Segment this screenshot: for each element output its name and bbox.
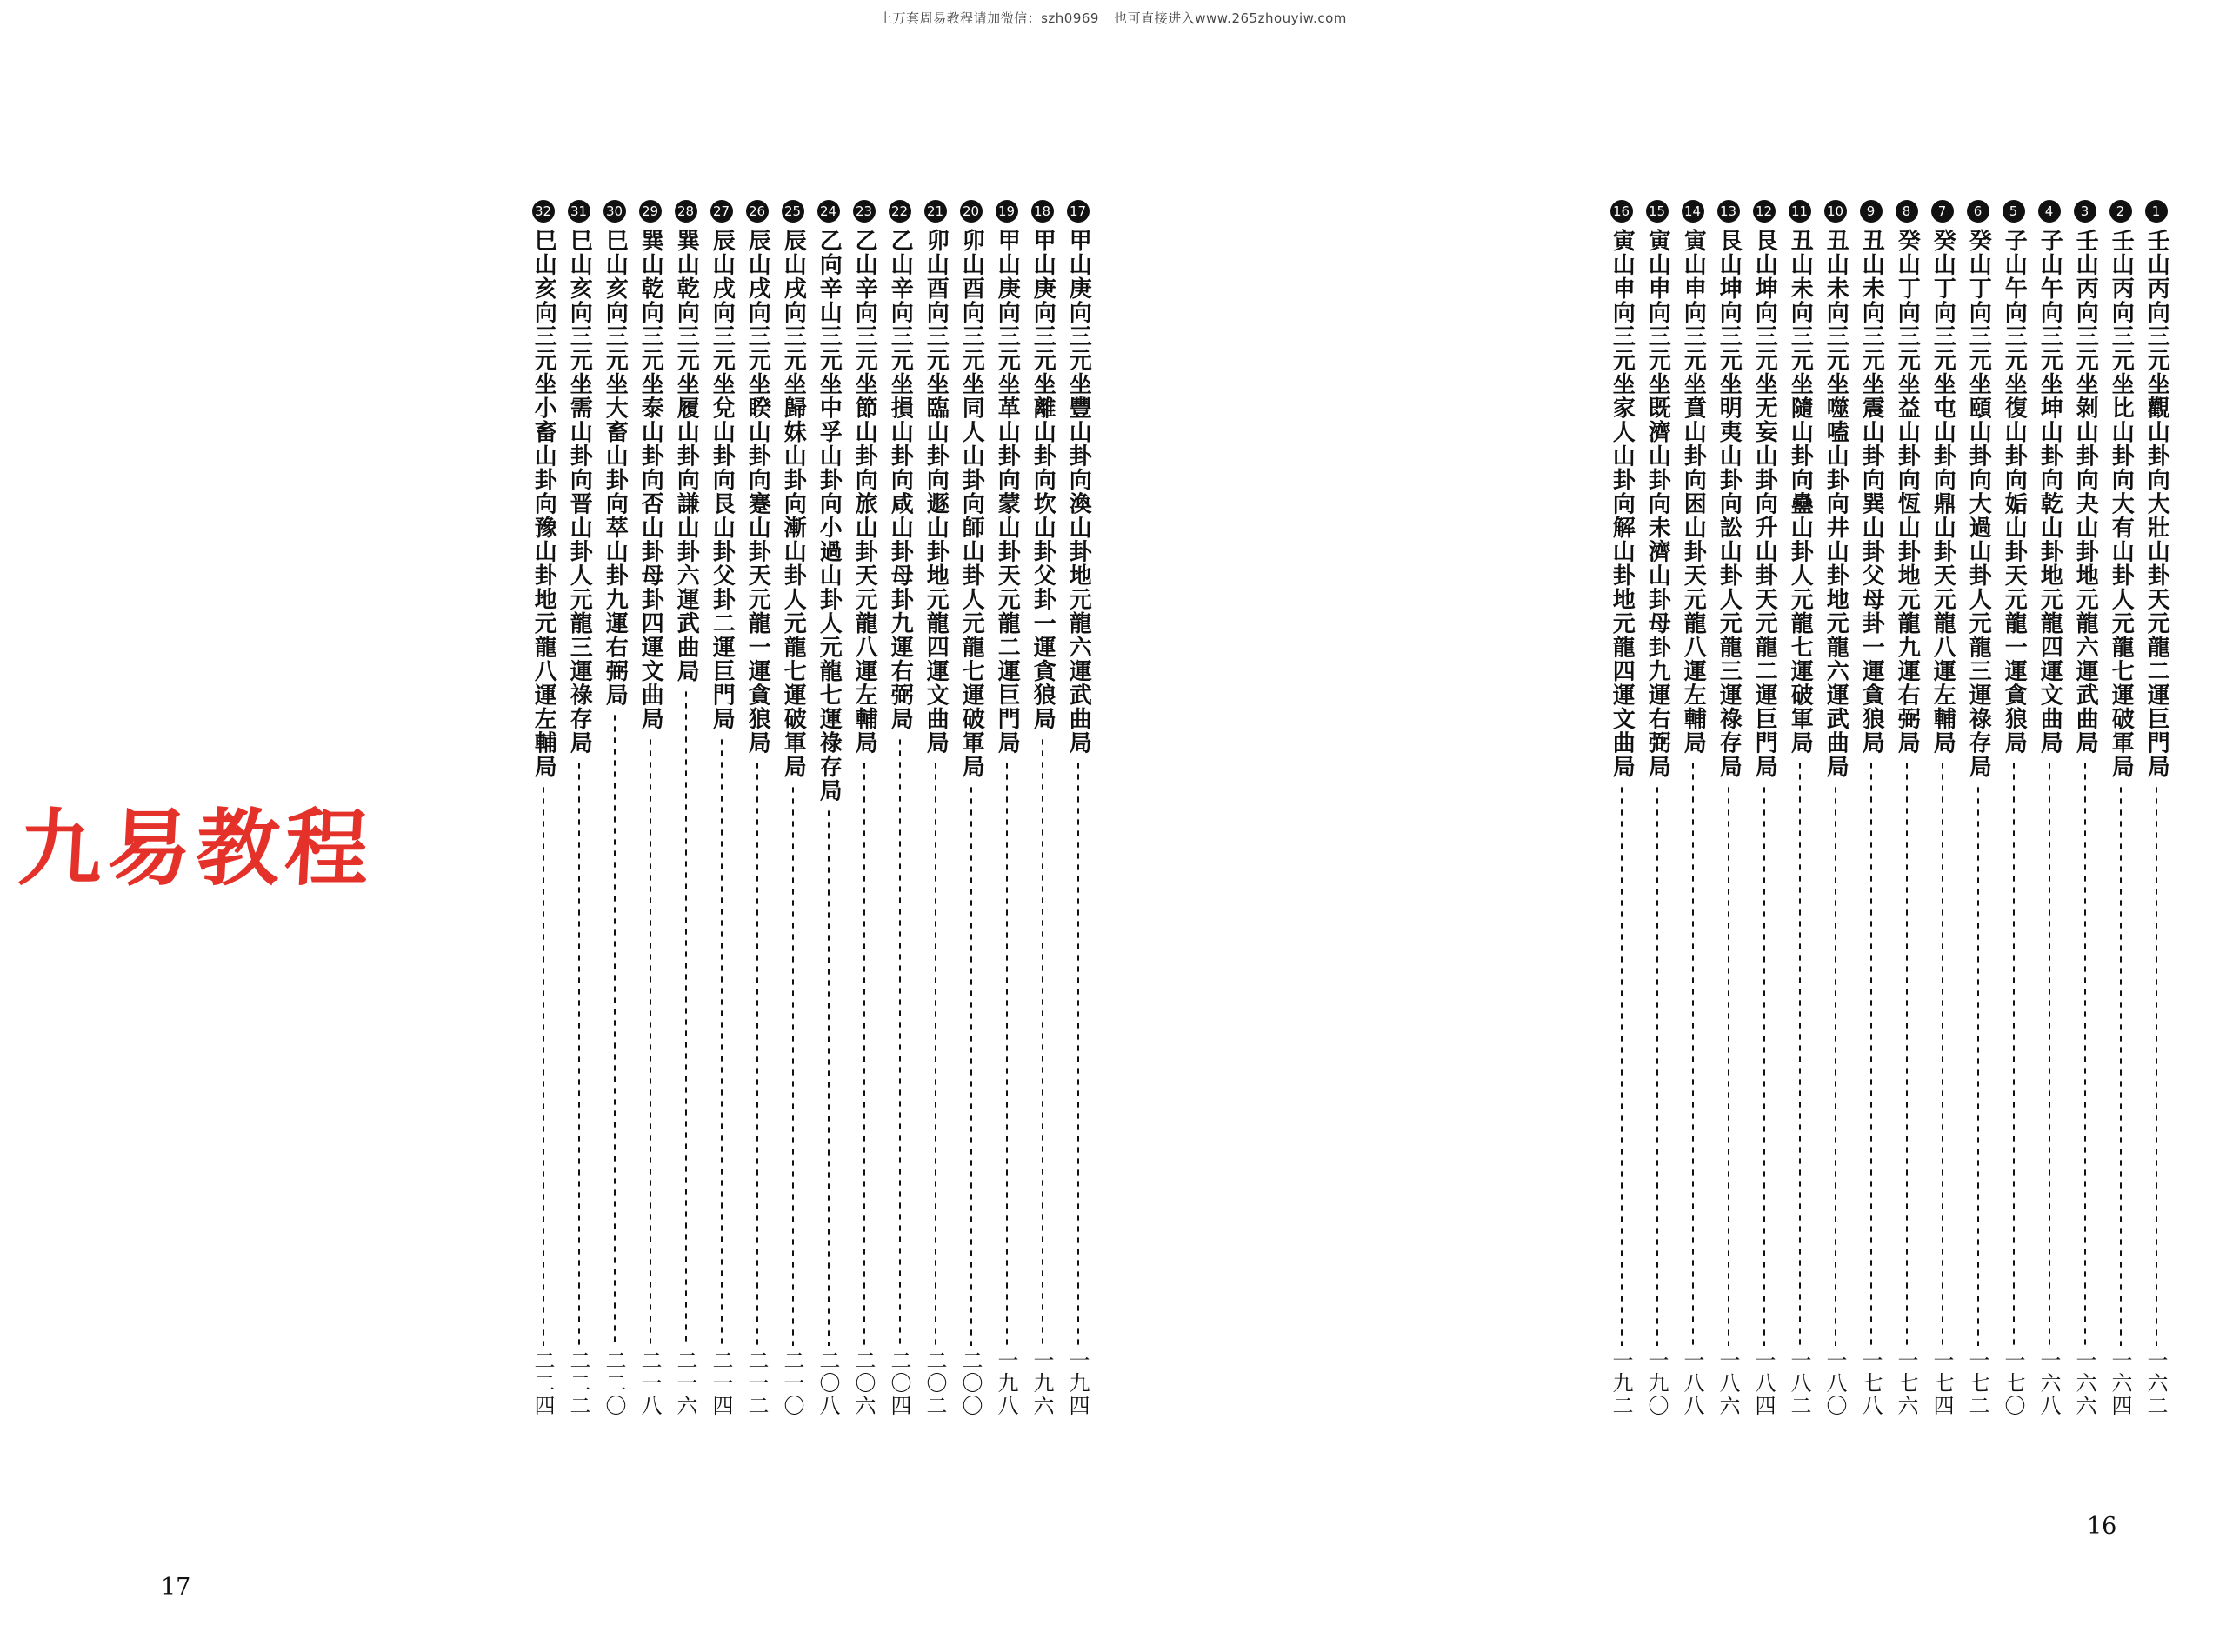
dot-leader — [970, 784, 973, 1347]
entry-title: 壬山丙向三元坐比山卦向大有山卦人元龍七運破軍局 — [2108, 229, 2135, 779]
dot-leader — [1763, 784, 1766, 1347]
entry-title: 丑山未向三元坐震山卦向巽山卦父母卦一運貪狼局 — [1858, 229, 1885, 755]
toc-entry[interactable] — [2031, 200, 2067, 1417]
dot-leader — [898, 736, 902, 1347]
entry-number: 20 — [960, 200, 983, 223]
dot-leader — [1976, 784, 1980, 1347]
entry-title: 辰山戌向三元坐兌山卦向艮山卦父卦二運巨門局 — [709, 229, 736, 731]
entry-number: 17 — [1067, 200, 1090, 223]
entry-title: 甲山庚向三元坐離山卦向坎山卦父卦一運貪狼局 — [1030, 229, 1056, 731]
dot-leader — [1076, 760, 1080, 1346]
entry-title: 癸山丁向三元坐屯山卦向鼎山卦天元龍八運左輔局 — [1929, 229, 1956, 755]
toc-entry[interactable] — [1639, 200, 1675, 1417]
entry-number: 22 — [889, 200, 911, 223]
top-note-right: 也可直接进入www.265zhouyiw.com — [1114, 10, 1347, 26]
folio-page-16: 16 — [2087, 1513, 2117, 1540]
entry-number: 26 — [746, 200, 769, 223]
entry-title: 壬山丙向三元坐觀山卦向大壯山卦天元龍二運巨門局 — [2143, 229, 2170, 779]
entry-title: 辰山戌向三元坐歸妹山卦向漸山卦人元龍七運破軍局 — [780, 229, 807, 779]
entry-title: 癸山丁向三元坐頤山卦向大過山卦人元龍三運祿存局 — [1965, 229, 1992, 779]
entry-number: 31 — [568, 200, 590, 223]
entry-number: 5 — [2003, 200, 2025, 223]
entry-number: 15 — [1646, 200, 1669, 223]
dot-leader — [1834, 784, 1837, 1347]
entry-title: 甲山庚向三元坐豐山卦向渙山卦地元龍六運武曲局 — [1065, 229, 1092, 755]
entry-number: 25 — [782, 200, 804, 223]
toc-entry[interactable] — [668, 200, 703, 1417]
entry-page-number: 一八二 — [1787, 1349, 1811, 1417]
entry-page-number: 二〇四 — [887, 1349, 911, 1417]
page-16 — [1209, 200, 2174, 1556]
entry-title: 丑山未向三元坐噬嗑山卦向井山卦地元龍六運武曲局 — [1823, 229, 1849, 779]
toc-entry[interactable] — [2103, 200, 2138, 1417]
toc-entry[interactable] — [882, 200, 917, 1417]
entry-page-number: 二一二 — [744, 1349, 769, 1417]
entry-page-number: 二一四 — [709, 1349, 733, 1417]
entry-number: 4 — [2038, 200, 2061, 223]
entry-page-number: 一八六 — [1716, 1349, 1740, 1417]
entry-title: 巽山乾向三元坐履山卦向謙山卦六運武曲局 — [673, 229, 700, 683]
entry-number: 3 — [2074, 200, 2096, 223]
dot-leader — [1005, 760, 1009, 1346]
entry-page-number: 一六八 — [2036, 1349, 2061, 1417]
dot-leader — [2119, 784, 2123, 1347]
dot-leader — [791, 784, 795, 1347]
toc-entry[interactable] — [1817, 200, 1853, 1417]
entry-title: 甲山庚向三元坐革山卦向蒙山卦天元龍二運巨門局 — [994, 229, 1021, 755]
toc-entry[interactable] — [1024, 200, 1060, 1417]
entry-page-number: 一七八 — [1858, 1349, 1883, 1417]
entry-page-number: 二二二 — [566, 1349, 590, 1417]
watermark-logo: 九易教程 — [16, 800, 377, 897]
dot-leader — [542, 784, 545, 1347]
entry-page-number: 一六二 — [2143, 1349, 2168, 1417]
entry-title: 乙山辛向三元坐損山卦向咸山卦母卦九運右弼局 — [887, 229, 914, 731]
entry-page-number: 一八八 — [1680, 1349, 1704, 1417]
dot-leader — [1620, 784, 1623, 1347]
entry-page-number: 二一〇 — [780, 1349, 804, 1417]
entry-page-number: 二二四 — [530, 1349, 555, 1417]
dot-leader — [756, 760, 759, 1346]
entry-title: 子山午向三元坐復山卦向姤山卦天元龍一運貪狼局 — [2001, 229, 2028, 755]
folio-page-17: 17 — [161, 1574, 191, 1601]
toc-column-list-page-17 — [525, 200, 1096, 1417]
toc-entry[interactable] — [1675, 200, 1710, 1417]
entry-number: 11 — [1789, 200, 1811, 223]
dot-leader — [1691, 760, 1695, 1346]
entry-title: 艮山坤向三元坐明夷山卦向訟山卦人元龍三運祿存局 — [1716, 229, 1743, 779]
entry-title: 乙向辛山三元坐中孚山卦向小過山卦人元龍七運祿存局 — [816, 229, 843, 803]
toc-entry[interactable] — [1996, 200, 2031, 1417]
entry-page-number: 一九六 — [1030, 1349, 1054, 1417]
dot-leader — [649, 736, 652, 1347]
toc-entry[interactable] — [2067, 200, 2103, 1417]
entry-page-number: 一九〇 — [1644, 1349, 1669, 1417]
dot-leader — [2155, 784, 2158, 1347]
toc-entry[interactable] — [810, 200, 846, 1417]
entry-number: 7 — [1931, 200, 1954, 223]
entry-title: 乙山辛向三元坐節山卦向旅山卦天元龍八運左輔局 — [851, 229, 878, 755]
dot-leader — [613, 712, 616, 1346]
entry-title: 巳山亥向三元坐大畜山卦向萃山卦九運右弼局 — [602, 229, 629, 707]
entry-number: 10 — [1824, 200, 1847, 223]
toc-entry[interactable] — [953, 200, 989, 1417]
toc-entry[interactable] — [525, 200, 561, 1417]
toc-entry[interactable] — [1782, 200, 1817, 1417]
entry-number: 12 — [1753, 200, 1776, 223]
entry-number: 23 — [853, 200, 876, 223]
entry-page-number: 一八四 — [1751, 1349, 1776, 1417]
entry-number: 29 — [639, 200, 662, 223]
toc-entry[interactable] — [1889, 200, 1924, 1417]
toc-entry[interactable] — [1960, 200, 1996, 1417]
toc-entry[interactable] — [1746, 200, 1782, 1417]
dot-leader — [684, 689, 688, 1347]
toc-entry[interactable] — [1853, 200, 1889, 1417]
dot-leader — [863, 760, 866, 1346]
toc-column-list-page-16 — [1603, 200, 2174, 1417]
entry-title: 丑山未向三元坐隨山卦向蠱山卦人元龍七運破軍局 — [1787, 229, 1814, 755]
entry-title: 巽山乾向三元坐泰山卦向否山卦母卦四運文曲局 — [637, 229, 664, 731]
entry-number: 21 — [924, 200, 947, 223]
toc-entry[interactable] — [989, 200, 1024, 1417]
dot-leader — [934, 760, 937, 1346]
dot-leader — [720, 736, 723, 1347]
entry-number: 9 — [1860, 200, 1883, 223]
dot-leader — [1041, 736, 1044, 1347]
toc-entry[interactable] — [775, 200, 810, 1417]
entry-number: 27 — [710, 200, 733, 223]
toc-entry[interactable] — [846, 200, 882, 1417]
toc-entry[interactable] — [703, 200, 739, 1417]
entry-number: 30 — [603, 200, 626, 223]
entry-number: 16 — [1610, 200, 1633, 223]
dot-leader — [1905, 760, 1909, 1346]
entry-page-number: 一六六 — [2072, 1349, 2096, 1417]
dot-leader — [2083, 760, 2087, 1346]
dot-leader — [1798, 760, 1802, 1346]
entry-title: 子山午向三元坐坤山卦向乾山卦地元龍四運文曲局 — [2036, 229, 2063, 755]
toc-entry[interactable] — [632, 200, 668, 1417]
dot-leader — [577, 760, 581, 1346]
entry-page-number: 二〇八 — [816, 1349, 840, 1417]
dot-leader — [1727, 784, 1730, 1347]
dot-leader — [827, 808, 830, 1346]
toc-entry[interactable] — [1710, 200, 1746, 1417]
entry-page-number: 二〇二 — [923, 1349, 947, 1417]
entry-page-number: 二〇六 — [851, 1349, 876, 1417]
dot-leader — [1656, 784, 1659, 1347]
entry-title: 艮山坤向三元坐无妄山卦向升山卦天元龍二運巨門局 — [1751, 229, 1778, 779]
entry-number: 6 — [1967, 200, 1989, 223]
entry-number: 19 — [996, 200, 1018, 223]
entry-title: 辰山戌向三元坐睽山卦向蹇山卦天元龍一運貪狼局 — [744, 229, 771, 755]
entry-page-number: 二〇〇 — [958, 1349, 983, 1417]
entry-page-number: 一九四 — [1065, 1349, 1090, 1417]
entry-page-number: 一七六 — [1894, 1349, 1918, 1417]
entry-title: 寅山申向三元坐既濟山卦向未濟山卦母卦九運右弼局 — [1644, 229, 1671, 779]
entry-number: 14 — [1682, 200, 1704, 223]
entry-page-number: 一七四 — [1929, 1349, 1954, 1417]
toc-entry[interactable] — [561, 200, 596, 1417]
entry-number: 8 — [1896, 200, 1918, 223]
entry-title: 卯山酉向三元坐臨山卦向遯山卦地元龍四運文曲局 — [923, 229, 950, 755]
entry-page-number: 一六四 — [2108, 1349, 2132, 1417]
entry-page-number: 一八〇 — [1823, 1349, 1847, 1417]
top-note-left: 上万套周易教程请加微信：szh0969 — [879, 10, 1099, 26]
toc-entry[interactable] — [1603, 200, 1639, 1417]
entry-number: 28 — [675, 200, 697, 223]
toc-entry[interactable] — [917, 200, 953, 1417]
dot-leader — [2012, 760, 2016, 1346]
entry-page-number: 二一八 — [637, 1349, 662, 1417]
entry-page-number: 一九二 — [1609, 1349, 1633, 1417]
dot-leader — [1941, 760, 1944, 1346]
entry-page-number: 二二〇 — [602, 1349, 626, 1417]
entry-title: 巳山亥向三元坐小畜山卦向豫山卦地元龍八運左輔局 — [530, 229, 557, 779]
entry-page-number: 一七二 — [1965, 1349, 1989, 1417]
entry-number: 32 — [532, 200, 555, 223]
entry-title: 寅山申向三元坐賁山卦向困山卦天元龍八運左輔局 — [1680, 229, 1707, 755]
entry-title: 卯山酉向三元坐同人山卦向師山卦人元龍七運破軍局 — [958, 229, 985, 779]
entry-number: 24 — [817, 200, 840, 223]
toc-entry[interactable] — [596, 200, 632, 1417]
entry-number: 1 — [2145, 200, 2168, 223]
entry-number: 18 — [1031, 200, 1054, 223]
dot-leader — [1869, 760, 1873, 1346]
entry-title: 壬山丙向三元坐剝山卦向夬山卦地元龍六運武曲局 — [2072, 229, 2099, 755]
entry-title: 巳山亥向三元坐需山卦向晋山卦人元龍三運祿存局 — [566, 229, 593, 755]
entry-title: 寅山申向三元坐家人山卦向解山卦地元龍四運文曲局 — [1609, 229, 1636, 779]
dot-leader — [2048, 760, 2051, 1346]
entry-page-number: 二一六 — [673, 1349, 697, 1417]
entry-number: 2 — [2109, 200, 2132, 223]
toc-entry[interactable] — [739, 200, 775, 1417]
toc-entry[interactable] — [1924, 200, 1960, 1417]
entry-page-number: 一七〇 — [2001, 1349, 2025, 1417]
entry-number: 13 — [1717, 200, 1740, 223]
entry-page-number: 一九八 — [994, 1349, 1018, 1417]
toc-entry[interactable] — [2138, 200, 2174, 1417]
toc-entry[interactable] — [1060, 200, 1096, 1417]
entry-title: 癸山丁向三元坐益山卦向恆山卦地元龍九運右弼局 — [1894, 229, 1921, 755]
